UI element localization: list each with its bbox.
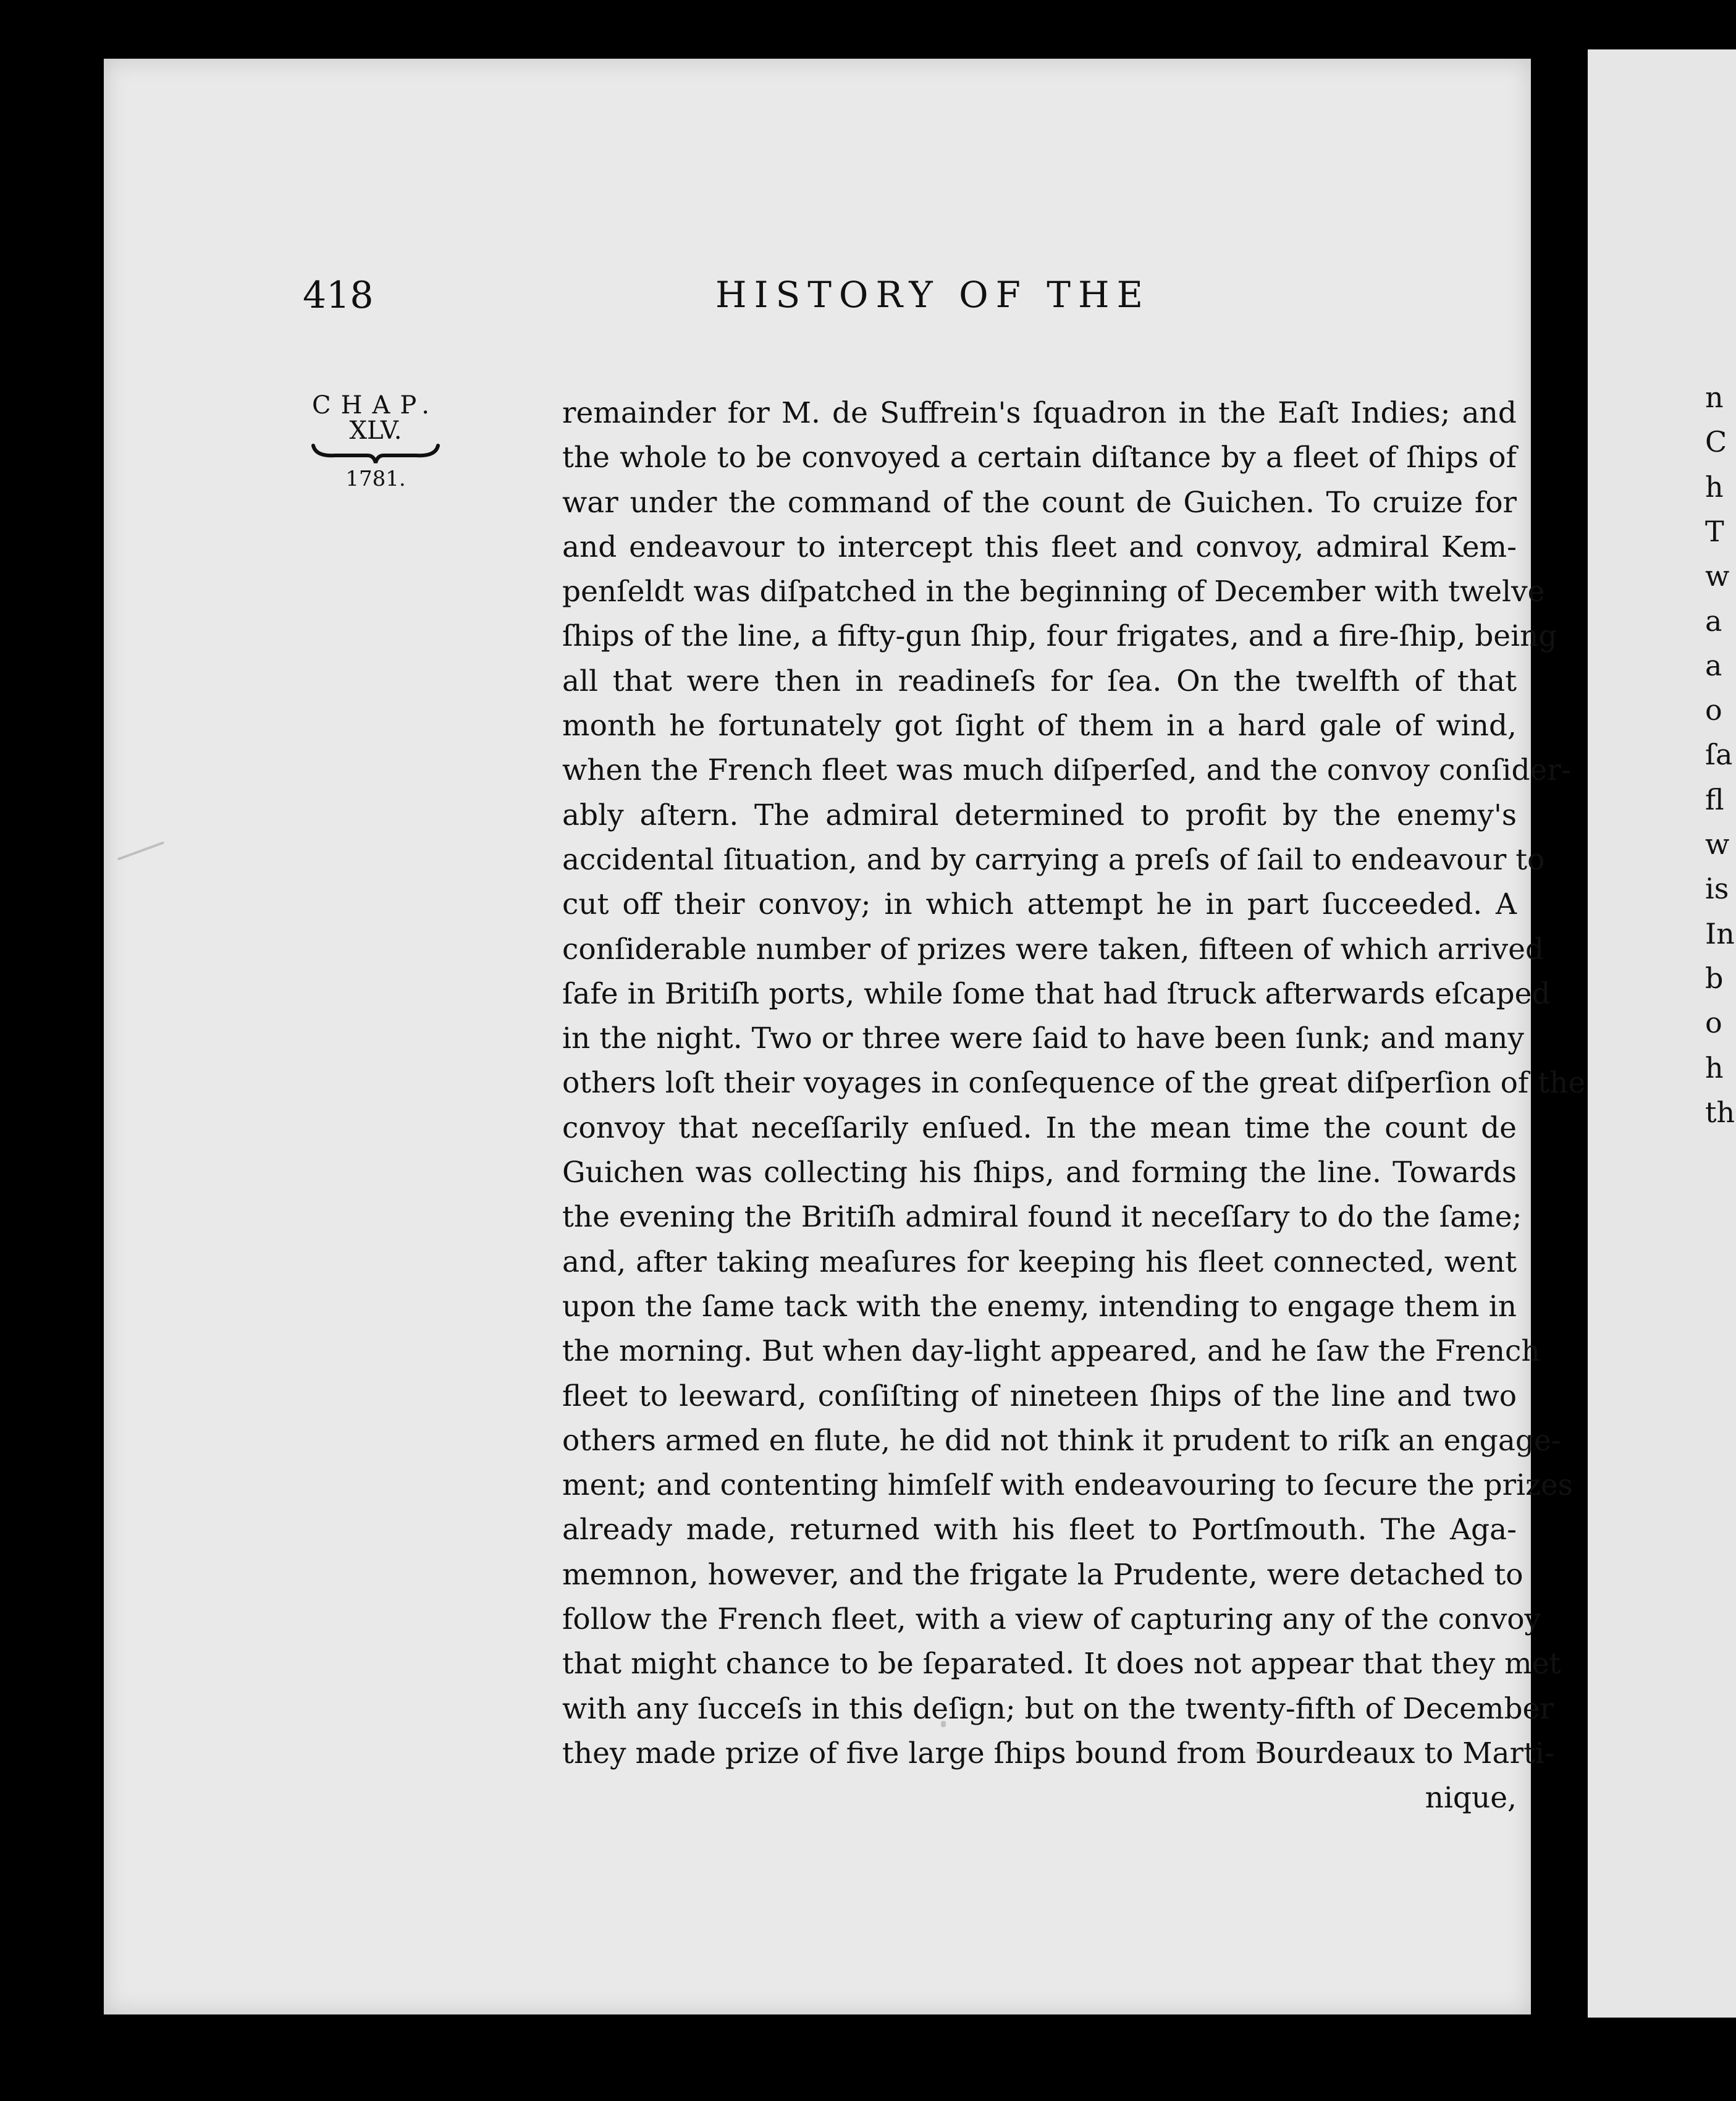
text-line: already made, returned with his fleet to Portſmouth. The Aga-	[562, 1513, 1517, 1547]
facing-page-fragment: h	[1705, 1050, 1724, 1084]
running-title: HISTORY OF THE	[715, 274, 1150, 316]
text-line: all that were then in readineſs for ſea. On the twelfth of that	[562, 664, 1517, 698]
text-line: and, after taking meaſures for keeping his fleet connected, went	[562, 1245, 1517, 1279]
facing-page-fragment: C	[1705, 425, 1727, 459]
facing-page-fragment: a	[1705, 648, 1722, 682]
text-line: the evening the Britiſh admiral found it neceſſary to do the ſame;	[562, 1200, 1522, 1235]
text-line: the morning. But when day-light appeared, and he ſaw the French	[562, 1334, 1540, 1369]
text-line: convoy that neceſſarily enſued. In the mean time the count de	[562, 1110, 1517, 1145]
print-smudge	[1256, 1749, 1260, 1754]
facing-page-fragment: T	[1705, 514, 1724, 548]
print-smudge	[117, 841, 165, 860]
text-line: ſafe in Britiſh ports, while ſome that had ſtruck afterwards eſcaped	[562, 976, 1551, 1011]
facing-page-edge	[1588, 49, 1736, 2018]
facing-page-fragment: th	[1705, 1095, 1735, 1129]
text-line: that might chance to be ſeparated. It does not appear that they met	[562, 1647, 1561, 1681]
text-line: with any ſucceſs in this deſign; but on the twenty-fifth of December	[562, 1691, 1554, 1726]
facing-page-fragment: b	[1705, 961, 1724, 995]
text-line: ſhips of the line, a fifty-gun ſhip, four frigates, and a fire-ſhip, being	[562, 619, 1557, 654]
text-line: when the French fleet was much diſperſed, and the convoy conſider-	[562, 753, 1571, 788]
text-line: ment; and contenting himſelf with endeavouring to ſecure the prizes	[562, 1468, 1573, 1503]
year-note: 1781.	[345, 467, 406, 491]
margin-note	[301, 392, 450, 491]
text-line: and endeavour to intercept this fleet and convoy, admiral Kem-	[562, 530, 1517, 564]
text-line: ably aſtern. The admiral determined to profit by the enemy's	[562, 798, 1517, 832]
text-line: follow the French fleet, with a view of capturing any of the convoy	[562, 1602, 1541, 1637]
body-text	[562, 391, 1586, 1821]
text-line: others loſt their voyages in conſequence of the great diſperſion of the	[562, 1066, 1586, 1101]
print-smudge	[941, 1721, 946, 1727]
facing-page-fragment: ſa	[1705, 738, 1733, 772]
text-line: others armed en flute, he did not think it prudent to riſk an engage-	[562, 1423, 1561, 1458]
facing-page-fragment: h	[1705, 470, 1724, 504]
page-number: 418	[303, 274, 374, 317]
text-line: cut off their convoy; in which attempt he in part ſucceeded. A	[562, 887, 1517, 922]
catchword: nique,	[1425, 1781, 1517, 1816]
text-line: in the night. Two or three were ſaid to have been ſunk; and many	[562, 1021, 1524, 1056]
text-line: penſeldt was diſpatched in the beginning of December with twelve	[562, 575, 1545, 609]
book-page	[104, 59, 1586, 2014]
text-line: accidental ſituation, and by carrying a preſs of ſail to endeavour to	[562, 842, 1545, 877]
facing-page-fragment: fl	[1705, 782, 1724, 816]
facing-page-fragment: is	[1705, 872, 1729, 906]
text-line: fleet to leeward, conſiſting of nineteen ſhips of the line and two	[562, 1379, 1517, 1413]
chapter-number: XLV.	[349, 416, 402, 445]
facing-page-fragment: w	[1705, 827, 1730, 861]
facing-page-fragment: n	[1705, 381, 1724, 414]
text-line: the whole to be convoyed a certain diſtance by a fleet of ſhips of	[562, 441, 1517, 475]
facing-page-fragment: o	[1705, 693, 1722, 727]
facing-page-fragment: In	[1705, 916, 1735, 950]
text-line: war under the command of the count de Guichen. To cruize for	[562, 485, 1517, 520]
text-line: upon the ſame tack with the enemy, intending to engage them in	[562, 1289, 1517, 1324]
text-line: remainder for M. de Suffrein's ſquadron in the Eaſt Indies; and	[562, 396, 1517, 430]
text-line: conſiderable number of prizes were taken, fifteen of which arrived	[562, 932, 1544, 966]
text-line: Guichen was collecting his ſhips, and forming the line. Towards	[562, 1156, 1517, 1190]
facing-page-fragment: a	[1705, 604, 1722, 638]
running-head	[104, 274, 1531, 323]
facing-page-fragment: o	[1705, 1006, 1722, 1040]
chapter-label: CHAP.	[312, 391, 439, 420]
text-line: they made prize of five large ſhips bound from Bourdeaux to Marti-	[562, 1736, 1554, 1770]
text-line: memnon, however, and the frigate la Prudente, were detached to	[562, 1557, 1523, 1592]
facing-page-fragment: w	[1705, 559, 1730, 593]
brace-ornament	[311, 443, 440, 464]
text-line: month he fortunately got ſight of them in a hard gale of wind,	[562, 709, 1517, 743]
